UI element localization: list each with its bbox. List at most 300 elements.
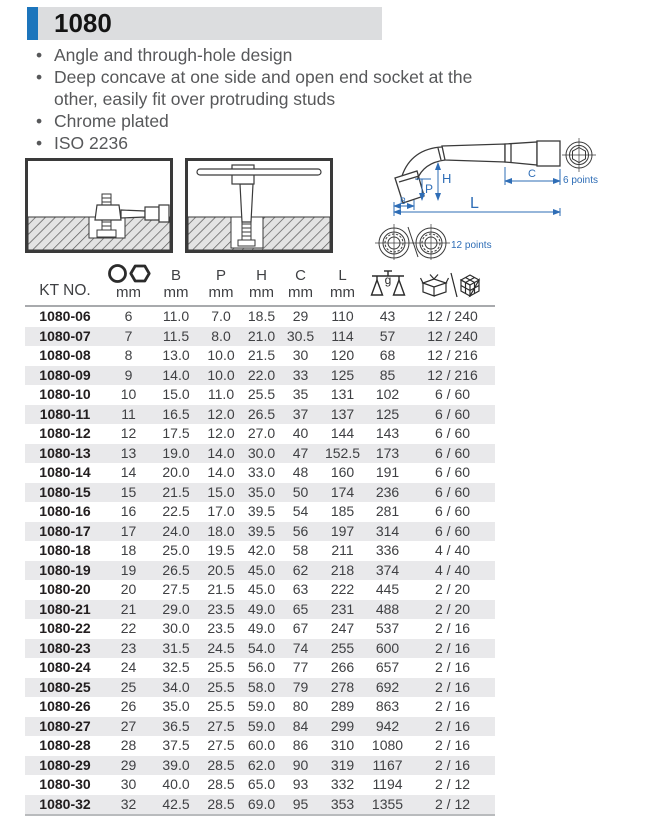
six-points-label: 6 points [563, 175, 599, 186]
size-cell: 16 [120, 503, 137, 519]
c-cell: 84 [292, 717, 309, 734]
b-cell: 15.0 [162, 386, 190, 402]
table-row [25, 639, 495, 659]
weight-cell: 173 [375, 444, 400, 461]
size-cell: 29 [120, 756, 137, 773]
carton-cube-icon [461, 275, 479, 296]
h-cell: 42.0 [247, 542, 276, 558]
b-cell: 31.5 [162, 639, 190, 656]
h-cell: 21.0 [247, 327, 276, 344]
h-cell: 54.0 [247, 639, 276, 656]
col-header-weight [365, 259, 410, 306]
l-cell: 114 [331, 327, 354, 344]
size-cell: 21 [120, 600, 137, 617]
table-row [25, 502, 495, 522]
col-header-kt-no: KT NO. [25, 259, 105, 306]
p-cell: 21.5 [207, 581, 235, 597]
packing-cell: 12 / 240 [427, 308, 478, 324]
packing-cell: 2 / 16 [434, 737, 471, 753]
table-row [25, 405, 495, 425]
size-cell: 7 [124, 327, 133, 344]
b-cell: 32.5 [162, 659, 190, 675]
p-cell: 17.0 [207, 503, 235, 519]
weight-cell: 314 [375, 522, 400, 539]
p-cell: 10.0 [207, 347, 235, 363]
b-cell: 19.0 [162, 444, 190, 461]
c-cell: 77 [292, 659, 309, 675]
table-row [25, 424, 495, 444]
l-cell: 289 [330, 698, 355, 714]
kt-no-cell: 1080-09 [39, 366, 91, 383]
kt-no-cell: 1080-06 [39, 308, 91, 324]
c-cell: 93 [292, 776, 309, 792]
packing-cell: 2 / 16 [434, 659, 471, 675]
dim-label-l: L [470, 195, 479, 212]
h-cell: 65.0 [247, 776, 276, 792]
b-cell: 39.0 [162, 756, 190, 773]
bullet-icon: • [36, 133, 43, 153]
h-cell: 21.5 [247, 347, 276, 363]
b-cell: 42.5 [152, 795, 200, 816]
weight-cell: 236 [375, 483, 400, 500]
b-cell: 24.0 [162, 522, 190, 539]
kt-no-cell: 1080-25 [39, 678, 91, 695]
size-cell: 19 [120, 561, 137, 578]
h-cell: 45.0 [247, 561, 276, 578]
weight-cell: 1194 [372, 776, 403, 792]
dim-label-h: H [442, 171, 452, 186]
p-cell: 25.5 [207, 659, 235, 675]
col-header-packing [410, 259, 495, 306]
weight-cell: 1167 [372, 756, 403, 773]
l-cell: 278 [330, 678, 355, 695]
weight-cell: 657 [375, 659, 400, 675]
dim-label-b: B [400, 196, 407, 206]
col-header-p: P mm [200, 259, 242, 306]
h-cell: 62.0 [247, 756, 276, 773]
packing-cell: 2 / 16 [434, 678, 471, 695]
usage-illustration-recessed-stud [185, 158, 333, 253]
kt-no-cell: 1080-19 [39, 561, 91, 578]
table-row [25, 795, 495, 816]
packing-cell: 6 / 60 [434, 503, 471, 519]
b-cell: 26.5 [162, 561, 190, 578]
twelve-point-socket-icons [375, 224, 450, 260]
table-row [25, 736, 495, 756]
b-cell: 36.5 [162, 717, 190, 734]
b-cell: 40.0 [162, 776, 190, 792]
col-header-b: B mm [152, 259, 200, 306]
twelve-points-label: 12 points [451, 240, 492, 251]
b-cell: 14.0 [162, 366, 190, 383]
table-row [25, 541, 495, 561]
blue-accent-bar [27, 7, 38, 40]
feature-text: Deep concave at one side and open end socket at the other, easily fit over protruding studs [54, 67, 473, 109]
h-cell: 22.0 [247, 366, 276, 383]
l-cell: 255 [330, 639, 355, 656]
h-cell: 56.0 [247, 659, 276, 675]
weight-cell: 125 [375, 405, 400, 422]
kt-no-cell: 1080-07 [39, 327, 91, 344]
h-cell: 69.0 [242, 795, 281, 816]
size-cell: 12 [120, 425, 137, 441]
c-cell: 47 [292, 444, 309, 461]
col-header-h: H mm [242, 259, 281, 306]
l-cell: 137 [330, 405, 355, 422]
c-cell: 35 [292, 386, 309, 402]
kt-no-cell: 1080-24 [39, 659, 91, 675]
gram-unit-label: g [384, 273, 391, 287]
c-cell: 30 [292, 347, 309, 363]
h-cell: 49.0 [247, 600, 276, 617]
kt-no-cell: 1080-15 [39, 483, 91, 500]
c-cell: 80 [292, 698, 309, 714]
weight-cell: 692 [375, 678, 400, 695]
size-unit-label: mm [116, 284, 141, 301]
feature-item [36, 66, 484, 110]
p-cell: 23.5 [207, 600, 235, 617]
b-cell: 20.0 [162, 464, 190, 480]
kt-no-cell: 1080-11 [39, 405, 91, 422]
usage-illustration-angled-access [25, 158, 173, 253]
p-cell: 10.0 [207, 366, 235, 383]
p-cell: 25.5 [207, 698, 235, 714]
weight-cell: 85 [379, 366, 396, 383]
open-box-icon [420, 275, 448, 297]
l-cell: 218 [330, 561, 355, 578]
packing-cell: 4 / 40 [434, 561, 471, 578]
table-row [25, 463, 495, 483]
c-cell: 58 [292, 542, 309, 558]
size-cell: 32 [105, 795, 152, 816]
l-cell: 310 [330, 737, 355, 753]
packing-cell: 4 / 40 [434, 542, 471, 558]
packing-cell: 6 / 60 [434, 483, 471, 500]
kt-no-cell: 1080-20 [39, 581, 91, 597]
feature-item [36, 44, 484, 66]
kt-no-cell: 1080-10 [39, 386, 91, 402]
weight-cell: 68 [379, 347, 396, 363]
p-cell: 27.5 [207, 737, 235, 753]
p-cell: 14.0 [207, 464, 235, 480]
p-cell: 23.5 [207, 620, 235, 636]
weight-cell: 1355 [365, 795, 410, 816]
model-number-title: 1080 [54, 8, 112, 38]
h-cell: 18.5 [247, 308, 276, 324]
p-cell: 24.5 [207, 639, 235, 656]
l-cell: 197 [330, 522, 355, 539]
h-cell: 60.0 [247, 737, 276, 753]
kt-no-cell: 1080-29 [39, 756, 91, 773]
packing-cell: 6 / 60 [434, 522, 471, 539]
b-cell: 11.5 [162, 327, 190, 344]
weight-cell: 445 [375, 581, 400, 597]
l-cell: 160 [330, 464, 355, 480]
l-cell: 185 [330, 503, 355, 519]
packing-cell: 12 / 216 [427, 347, 478, 363]
l-cell: 266 [330, 659, 355, 675]
h-cell: 58.0 [247, 678, 276, 695]
p-cell: 20.5 [207, 561, 235, 578]
c-cell: 67 [292, 620, 309, 636]
packing-cell: 6 / 60 [434, 405, 471, 422]
packing-cell: 2 / 20 [434, 600, 471, 617]
size-cell: 14 [120, 464, 137, 480]
b-cell: 30.0 [162, 620, 190, 636]
b-cell: 21.5 [162, 483, 190, 500]
size-cell: 13 [120, 444, 137, 461]
table-row [25, 444, 495, 464]
c-cell: 95 [281, 795, 320, 816]
l-cell: 120 [330, 347, 355, 363]
weight-cell: 374 [375, 561, 400, 578]
feature-text: ISO 2236 [54, 133, 128, 153]
b-cell: 34.0 [162, 678, 190, 695]
kt-no-cell: 1080-08 [39, 347, 91, 363]
packing-cell: 6 / 60 [434, 425, 471, 441]
b-cell: 37.5 [162, 737, 190, 753]
c-cell: 29 [292, 308, 309, 324]
p-cell: 28.5 [207, 756, 235, 773]
col-header-l: L mm [320, 259, 365, 306]
size-cell: 8 [124, 347, 133, 363]
size-cell: 9 [124, 366, 133, 383]
packing-cell: 2 / 16 [434, 698, 471, 714]
l-cell: 332 [330, 776, 355, 792]
packing-cell: 2 / 16 [434, 639, 471, 656]
l-cell: 299 [330, 717, 355, 734]
packing-cell: 2 / 12 [410, 795, 495, 816]
c-cell: 86 [292, 737, 309, 753]
weight-cell: 537 [375, 620, 400, 636]
size-cell: 30 [120, 776, 137, 792]
weight-cell: 488 [375, 600, 400, 617]
l-cell: 247 [330, 620, 355, 636]
c-cell: 54 [292, 503, 309, 519]
p-cell: 28.5 [207, 776, 235, 792]
bullet-icon: • [36, 111, 43, 131]
table-row [25, 561, 495, 581]
c-cell: 48 [292, 464, 309, 480]
l-cell: 211 [331, 542, 354, 558]
p-cell: 25.5 [207, 678, 235, 695]
kt-no-cell: 1080-22 [39, 620, 91, 636]
weight-cell: 281 [375, 503, 400, 519]
table-row [25, 327, 495, 347]
hex-socket-icon [129, 263, 151, 284]
l-cell: 319 [330, 756, 355, 773]
table-row [25, 678, 495, 698]
c-cell: 62 [292, 561, 309, 578]
dim-label-p: P [425, 182, 434, 196]
c-cell: 90 [292, 756, 309, 773]
b-cell: 16.5 [162, 405, 190, 422]
kt-no-cell: 1080-28 [39, 737, 91, 753]
b-cell: 17.5 [162, 425, 190, 441]
packing-icons [420, 270, 486, 300]
weight-cell: 600 [375, 639, 400, 656]
p-cell: 11.0 [207, 386, 235, 402]
p-cell: 14.0 [207, 444, 235, 461]
table-header-row [25, 259, 495, 306]
packing-cell: 6 / 60 [434, 464, 471, 480]
size-cell: 20 [120, 581, 137, 597]
six-point-socket-icon [562, 138, 596, 172]
table-row [25, 366, 495, 386]
table-body [25, 306, 495, 815]
slash-divider [451, 273, 457, 297]
weight-cell: 1080 [371, 737, 404, 753]
table-row [25, 580, 495, 600]
table-row [25, 619, 495, 639]
h-cell: 35.0 [247, 483, 276, 500]
l-cell: 353 [320, 795, 365, 816]
packing-cell: 2 / 16 [434, 756, 471, 773]
kt-no-cell: 1080-18 [39, 542, 91, 558]
table-row [25, 522, 495, 542]
packing-cell: 2 / 16 [434, 620, 471, 636]
kt-no-cell: 1080-14 [39, 464, 91, 480]
kt-no-cell: 1080-26 [39, 698, 91, 714]
c-cell: 63 [292, 581, 309, 597]
c-cell: 37 [292, 405, 309, 422]
feature-item [36, 110, 484, 132]
b-cell: 35.0 [162, 698, 190, 714]
kt-no-cell: 1080-17 [39, 522, 91, 539]
b-cell: 29.0 [162, 600, 190, 617]
p-cell: 12.0 [207, 405, 235, 422]
dim-label-c: C [528, 168, 536, 180]
col-header-c: C mm [281, 259, 320, 306]
c-cell: 65 [292, 600, 309, 617]
b-cell: 27.5 [162, 581, 190, 597]
size-cell: 22 [120, 620, 137, 636]
l-cell: 125 [330, 366, 355, 383]
size-cell: 26 [120, 698, 137, 714]
packing-cell: 2 / 16 [434, 717, 471, 734]
table-row [25, 658, 495, 678]
bullet-icon: • [36, 45, 43, 65]
h-cell: 25.5 [247, 386, 276, 402]
size-cell: 28 [120, 737, 137, 753]
size-cell: 17 [120, 522, 137, 539]
c-cell: 50 [292, 483, 309, 500]
size-cell: 10 [120, 386, 137, 402]
weight-cell: 191 [375, 464, 400, 480]
kt-no-cell: 1080-32 [25, 795, 105, 816]
h-cell: 30.0 [247, 444, 276, 461]
c-cell: 30.5 [286, 327, 315, 344]
table-row [25, 346, 495, 366]
b-cell: 11.0 [162, 308, 190, 324]
c-cell: 40 [292, 425, 309, 441]
p-cell: 28.5 [200, 795, 242, 816]
table-row [25, 717, 495, 737]
weight-cell: 43 [379, 308, 396, 324]
size-cell: 23 [120, 639, 137, 656]
h-cell: 39.5 [247, 503, 276, 519]
l-cell: 174 [330, 483, 355, 500]
dimension-diagram [358, 130, 655, 260]
size-cell: 6 [124, 308, 133, 324]
p-cell: 19.5 [207, 542, 235, 558]
b-cell: 25.0 [162, 542, 190, 558]
packing-cell: 2 / 12 [434, 776, 471, 792]
kt-no-cell: 1080-23 [39, 639, 91, 656]
l-cell: 110 [331, 308, 354, 324]
h-cell: 59.0 [247, 717, 276, 734]
table-row [25, 697, 495, 717]
size-cell: 15 [120, 483, 137, 500]
feature-text: Angle and through-hole design [54, 45, 293, 65]
size-cell: 27 [120, 717, 137, 734]
l-cell: 231 [330, 600, 355, 617]
l-cell: 152.5 [324, 444, 361, 461]
p-cell: 12.0 [207, 425, 235, 441]
kt-no-cell: 1080-13 [39, 444, 91, 461]
table-row [25, 385, 495, 405]
packing-cell: 2 / 20 [434, 581, 471, 597]
feature-text: Chrome plated [54, 111, 169, 131]
c-cell: 79 [292, 678, 309, 695]
weight-cell: 863 [375, 698, 400, 714]
table-row [25, 483, 495, 503]
b-cell: 13.0 [162, 347, 190, 363]
kt-no-cell: 1080-12 [39, 425, 91, 441]
weight-cell: 102 [375, 386, 400, 402]
l-cell: 222 [330, 581, 355, 597]
packing-cell: 12 / 216 [427, 366, 478, 383]
size-cell: 11 [121, 405, 136, 422]
bullet-icon: • [36, 67, 43, 87]
c-cell: 74 [292, 639, 309, 656]
table-row [25, 600, 495, 620]
h-cell: 27.0 [247, 425, 276, 441]
l-cell: 144 [330, 425, 355, 441]
kt-no-cell: 1080-21 [39, 600, 91, 617]
kt-no-cell: 1080-30 [39, 776, 91, 792]
p-cell: 18.0 [207, 522, 235, 539]
table-row [25, 775, 495, 795]
weight-scale-icon [369, 269, 407, 300]
kt-no-cell: 1080-27 [39, 717, 91, 734]
kt-no-cell: 1080-16 [39, 503, 91, 519]
l-cell: 131 [330, 386, 355, 402]
table-row [25, 306, 495, 327]
h-cell: 45.0 [247, 581, 276, 597]
size-cell: 18 [120, 542, 137, 558]
table-row [25, 756, 495, 776]
model-header-bar [27, 7, 382, 40]
p-cell: 8.0 [211, 327, 231, 344]
col-header-size [105, 259, 152, 306]
size-cell: 25 [120, 678, 137, 695]
h-cell: 39.5 [247, 522, 276, 539]
packing-cell: 6 / 60 [434, 386, 471, 402]
h-cell: 33.0 [247, 464, 276, 480]
p-cell: 15.0 [207, 483, 235, 500]
spec-table [25, 259, 495, 816]
p-cell: 7.0 [211, 308, 231, 324]
h-cell: 59.0 [247, 698, 276, 714]
c-cell: 56 [292, 522, 309, 539]
weight-cell: 942 [375, 717, 400, 734]
weight-cell: 57 [379, 327, 396, 344]
round-socket-icon [107, 263, 128, 284]
dimension-labels [400, 168, 598, 251]
p-cell: 27.5 [207, 717, 235, 734]
weight-cell: 336 [375, 542, 400, 558]
